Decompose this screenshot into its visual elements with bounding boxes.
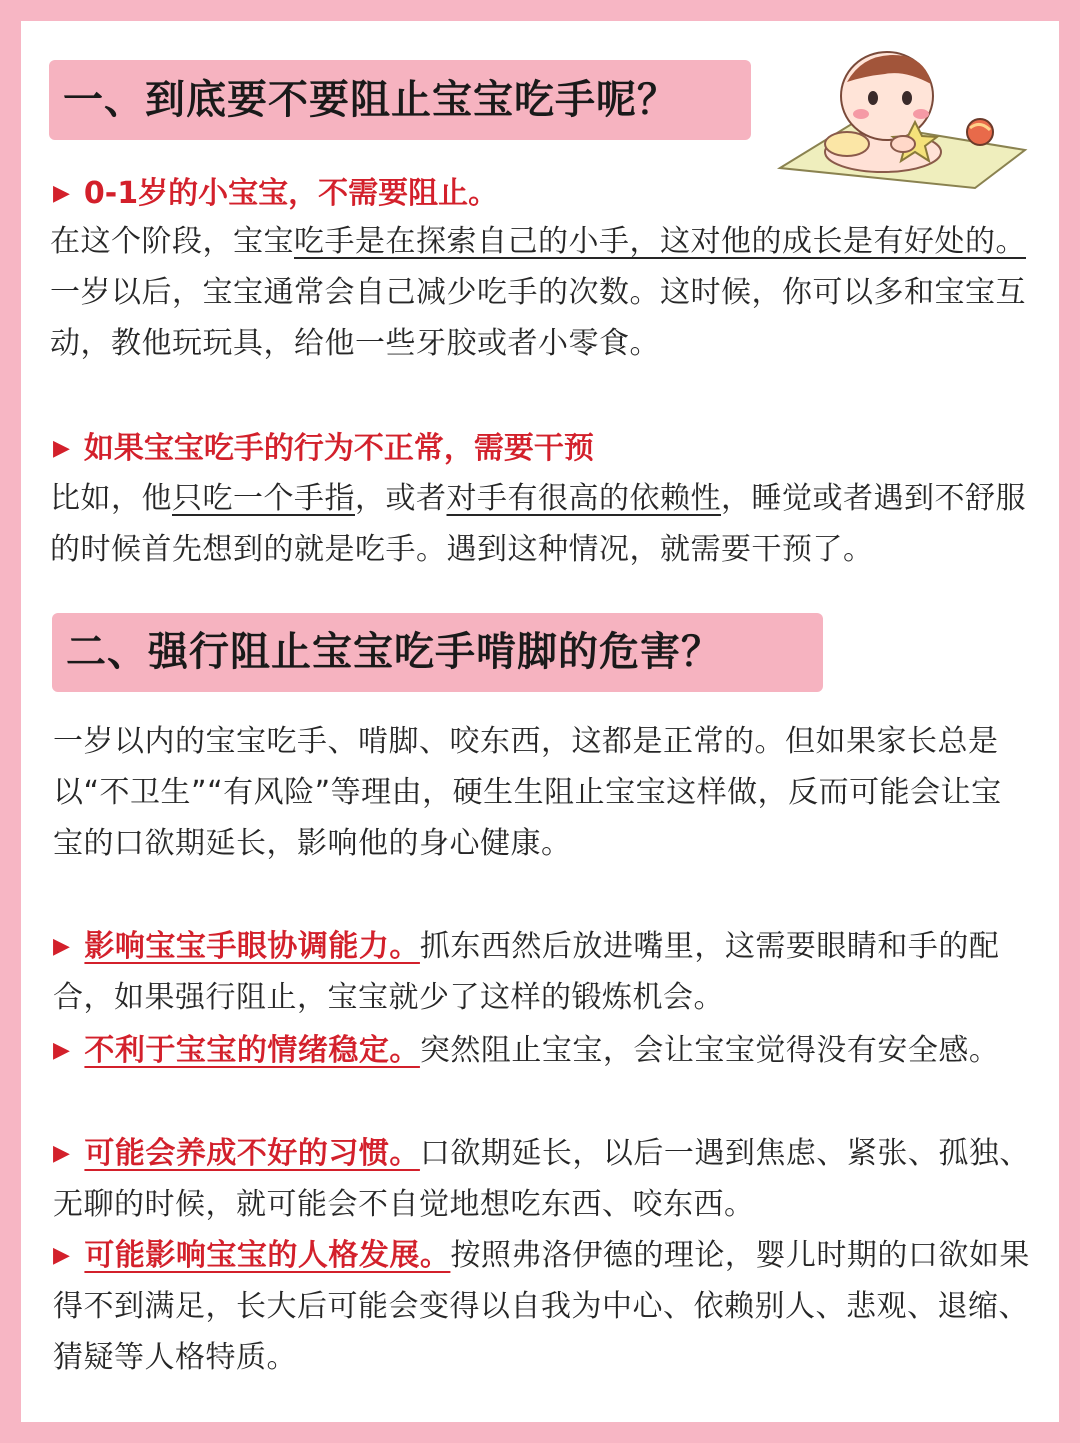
section1-heading: 一、到底要不要阻止宝宝吃手呢？ bbox=[49, 60, 751, 140]
harm-item-title: 可能会养成不好的习惯。 bbox=[84, 1136, 420, 1171]
harm-item-title: 影响宝宝手眼协调能力。 bbox=[84, 929, 420, 964]
harm-item bbox=[53, 1230, 1031, 1383]
point2-title-row bbox=[53, 423, 594, 474]
section2-heading: 二、强行阻止宝宝吃手啃脚的危害？ bbox=[52, 613, 823, 692]
point2-underlined-1: 只吃一个手指 bbox=[172, 481, 355, 516]
section2-intro: 一岁以内的宝宝吃手、啃脚、咬东西，这都是正常的。但如果家长总是以“不卫生”“有风险”等理由，硬生生阻止宝宝这样做，反而可能会让宝宝的口欲期延长，影响他的身心健康。 bbox=[53, 724, 1002, 861]
harm-item bbox=[53, 1025, 1031, 1076]
bullet-triangle-icon: ▶ bbox=[53, 1243, 71, 1268]
bullet-triangle-icon: ▶ bbox=[53, 934, 71, 959]
bullet-triangle-icon: ▶ bbox=[53, 1141, 71, 1166]
harm-item-body: 突然阻止宝宝，会让宝宝觉得没有安全感。 bbox=[419, 1033, 1000, 1068]
baby-illustration bbox=[775, 40, 1033, 190]
harm-item-title: 可能影响宝宝的人格发展。 bbox=[84, 1238, 451, 1273]
point2-body-a: 比如，他 bbox=[50, 481, 172, 516]
point2-underlined-2: 对手有很高的依赖性 bbox=[446, 481, 721, 516]
point1-title-row bbox=[53, 168, 498, 219]
harm-item-body: 抓东西然后放进嘴里，这需要眼睛和手的配合，如果强行阻止，宝宝就少了这样的锻炼机会。 bbox=[53, 929, 1000, 1015]
point1-body-underlined: 吃手是在探索自己的小手，这对他的成长是有好处的。 bbox=[294, 224, 1026, 259]
harm-item bbox=[53, 1128, 1031, 1230]
point1-body-a: 在这个阶段，宝宝 bbox=[50, 224, 294, 259]
point1-title: 0-1岁的小宝宝，不需要阻止。 bbox=[83, 176, 499, 211]
point2-body-c: ，睡觉或者遇到不舒服的时候首先想到的就是吃手。遇到这种情况，就需要干预了。 bbox=[50, 481, 1026, 567]
point2-title: 如果宝宝吃手的行为不正常，需要干预 bbox=[83, 431, 594, 466]
harm-item-body: 口欲期延长，以后一遇到焦虑、紧张、孤独、无聊的时候，就可能会不自觉地想吃东西、咬东西。 bbox=[53, 1136, 1030, 1222]
harm-item-body: 按照弗洛伊德的理论，婴儿时期的口欲如果得不到满足，长大后可能会变得以自我为中心、依赖别人、悲观、退缩、猜疑等人格特质。 bbox=[53, 1238, 1030, 1375]
harm-item bbox=[53, 921, 1031, 1023]
point2-body-b: ，或者 bbox=[355, 481, 447, 516]
bullet-triangle-icon: ▶ bbox=[53, 1038, 71, 1063]
bullet-triangle-icon: ▶ bbox=[53, 181, 70, 206]
bullet-triangle-icon: ▶ bbox=[53, 436, 70, 461]
point1-body-b: 一岁以后，宝宝通常会自己减少吃手的次数。这时候，你可以多和宝宝互动，教他玩玩具，给他一些牙胶或者小零食。 bbox=[50, 275, 1026, 361]
point1-body bbox=[50, 216, 1030, 369]
harm-item-title: 不利于宝宝的情绪稳定。 bbox=[84, 1033, 420, 1068]
point2-body bbox=[50, 473, 1030, 575]
